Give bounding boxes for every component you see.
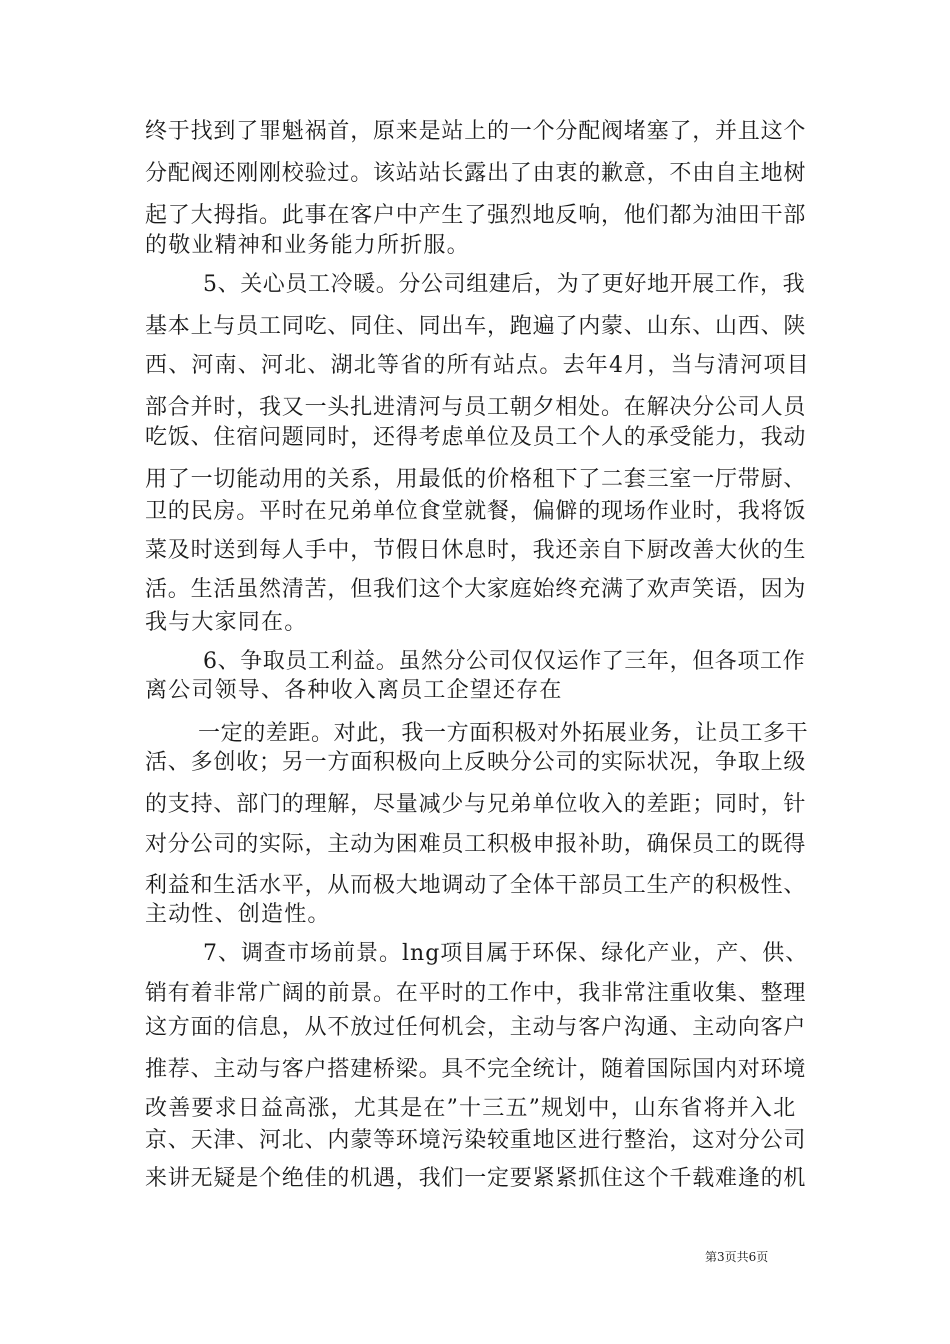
text-line: 起了大拇指。此事在客户中产生了强烈地反响，他们都为油田干部 [145, 203, 807, 228]
text-line: 改善要求日益高涨，尤其是在”十三五”规划中，山东省将并入北 [145, 1096, 797, 1121]
text-line: 的敬业精神和业务能力所折服。 [145, 233, 470, 258]
text-line: 菜及时送到每人手中，节假日休息时，我还亲自下厨改善大伙的生 [145, 538, 807, 563]
text-line: 部合并时，我又一头扎进清河与员工朝夕相处。在解决分公司人员 [145, 395, 807, 420]
page-number: 第3页共6页 [705, 1250, 769, 1264]
text-line: 利益和生活水平，从而极大地调动了全体干部员工生产的积极性、 [145, 873, 807, 898]
text-line: 7、调查市场前景。lng项目属于环保、绿化产业，产、供、 [203, 941, 809, 966]
text-line: 这方面的信息，从不放过任何机会，主动与客户沟通、主动向客户 [145, 1015, 807, 1040]
text-line: 吃饭、住宿问题同时，还得考虑单位及员工个人的承受能力，我动 [145, 425, 807, 450]
text-line: 一定的差距。对此，我一方面积极对外拓展业务，让员工多干 [198, 721, 809, 746]
text-line: 用了一切能动用的关系，用最低的价格租下了二套三室一厅带厨、 [145, 467, 807, 492]
text-line: 离公司领导、各种收入离员工企望还存在 [145, 678, 563, 703]
text-line: 推荐、主动与客户搭建桥梁。具不完全统计，随着国际国内对环境 [145, 1057, 807, 1082]
text-line: 分配阀还刚刚校验过。该站站长露出了由衷的歉意，不由自主地树 [145, 161, 807, 186]
text-line: 来讲无疑是个绝佳的机遇，我们一定要紧紧抓住这个千载难逢的机 [145, 1166, 807, 1191]
text-line: 基本上与员工同吃、同住、同出车，跑遍了内蒙、山东、山西、陕 [145, 314, 807, 339]
text-line: 销有着非常广阔的前景。在平时的工作中，我非常注重收集、整理 [145, 981, 807, 1006]
text-line: 对分公司的实际，主动为困难员工积极申报补助，确保员工的既得 [145, 832, 807, 857]
text-line: 活、多创收；另一方面积极向上反映分公司的实际状况，争取上级 [145, 750, 807, 775]
text-line: 西、河南、河北、湖北等省的所有站点。去年4月，当与清河项目 [145, 353, 810, 378]
text-line: 京、天津、河北、内蒙等环境污染较重地区进行整治，这对分公司 [145, 1128, 807, 1153]
text-line: 卫的民房。平时在兄弟单位食堂就餐，偏僻的现场作业时，我将饭 [145, 499, 807, 524]
text-line: 6、争取员工利益。虽然分公司仅仅运作了三年，但各项工作 [203, 649, 806, 674]
text-line: 我与大家同在。 [145, 610, 308, 635]
text-line: 活。生活虽然清苦，但我们这个大家庭始终充满了欢声笑语，因为 [145, 577, 807, 602]
text-line: 5、关心员工冷暖。分公司组建后，为了更好地开展工作，我 [203, 272, 806, 297]
text-line: 的支持、部门的理解，尽量减少与兄弟单位收入的差距；同时，针 [145, 792, 807, 817]
text-line: 终于找到了罪魁祸首，原来是站上的一个分配阀堵塞了，并且这个 [145, 119, 807, 144]
text-line: 主动性、创造性。 [145, 902, 331, 927]
